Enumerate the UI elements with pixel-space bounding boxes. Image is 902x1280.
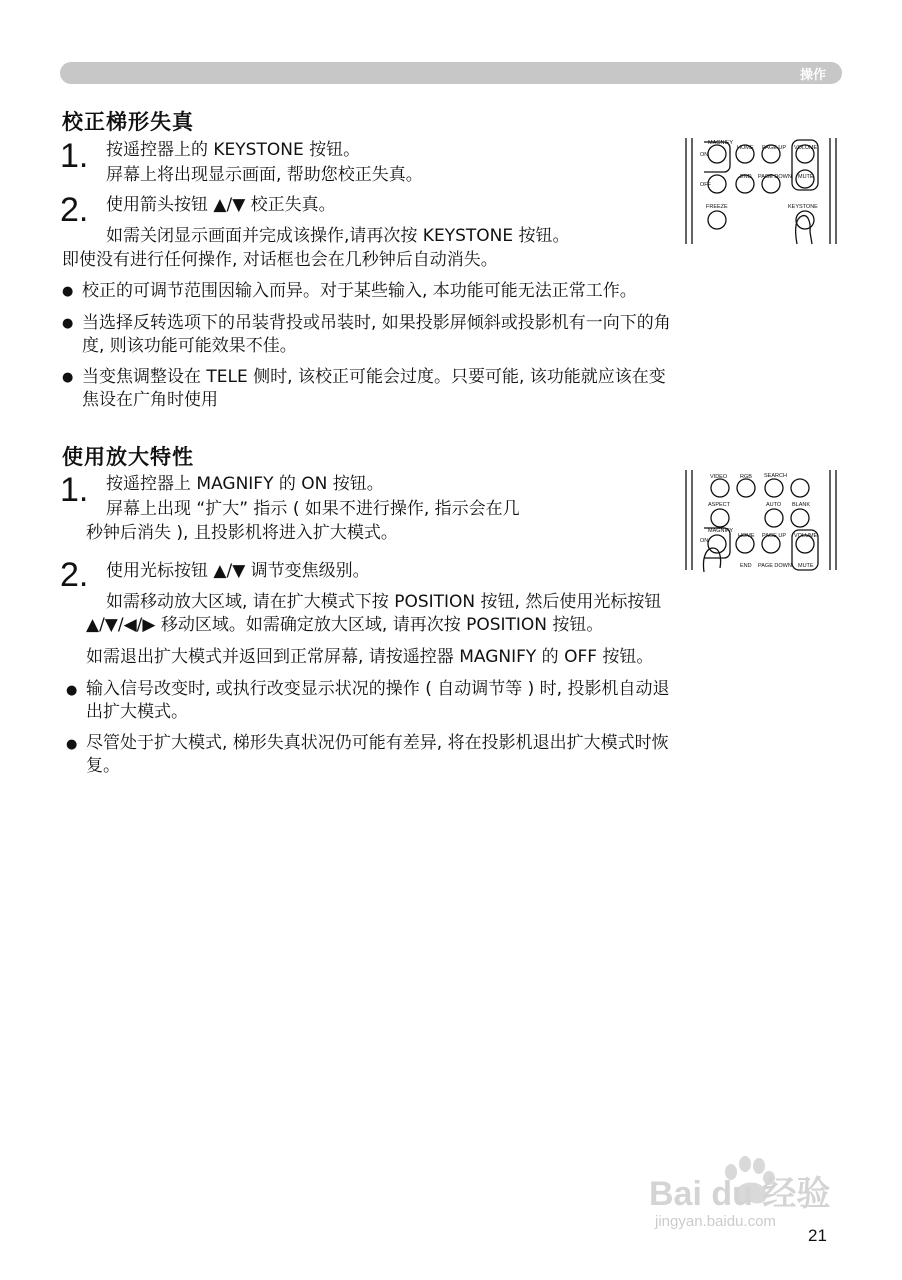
bullet-icon: ● — [62, 284, 74, 299]
page-number: 21 — [808, 1226, 827, 1245]
remote-label: PAGE UP — [762, 533, 787, 539]
remote-label: ON — [700, 152, 709, 158]
remote-label: RGB — [740, 474, 752, 480]
section-header-bar — [60, 62, 842, 84]
note-text: 复。 — [86, 756, 120, 776]
watermark-url: jingyan.baidu.com — [655, 1213, 776, 1230]
step-text: 按遥控器上的 KEYSTONE 按钮。 — [106, 140, 361, 160]
remote-label: VOLUME — [794, 533, 818, 539]
watermark-brand: Bai du 经验 — [649, 1175, 831, 1213]
remote-label: AUTO — [766, 502, 782, 508]
step-number: 1. — [60, 137, 89, 175]
step-text: 秒钟后消失 ), 且投影机将进入扩大模式。 — [86, 523, 398, 543]
note-text: 出扩大模式。 — [86, 702, 188, 722]
bullet-icon: ● — [66, 683, 78, 698]
step-text: ▲/▼/◀/▶ 移动区域。如需确定放大区域, 请再次按 POSITION 按钮。 — [86, 615, 604, 635]
remote-label: BLANK — [792, 502, 811, 508]
bullet-icon: ● — [62, 316, 74, 331]
note-text: 尽管处于扩大模式, 梯形失真状况仍可能有差异, 将在投影机退出扩大模式时恢 — [86, 733, 669, 753]
note-text: 输入信号改变时, 或执行改变显示状况的操作 ( 自动调节等 ) 时, 投影机自动退 — [86, 679, 670, 699]
baidu-paw-logo-icon — [645, 1150, 845, 1230]
remote-label: SEARCH — [764, 473, 787, 479]
step-number: 2. — [60, 556, 89, 594]
bullet-icon: ● — [62, 370, 74, 385]
remote-label: VIDEO — [710, 474, 728, 480]
note-text: 当变焦调整设在 TELE 侧时, 该校正可能会过度。只要可能, 该功能就应该在变 — [82, 367, 666, 387]
step-number: 1. — [60, 471, 89, 509]
remote-label: MUTE — [798, 174, 814, 180]
remote-label: END — [740, 563, 752, 569]
keystone-title: 校正梯形失真 — [62, 110, 194, 134]
remote-label: PAGE DOWN — [758, 563, 792, 569]
magnify-title: 使用放大特性 — [62, 445, 194, 469]
step-text: 按遥控器上 MAGNIFY 的 ON 按钮。 — [106, 474, 384, 494]
step-text: 使用光标按钮 ▲/▼ 调节变焦级别。 — [106, 561, 370, 581]
remote-label: PAGE UP — [762, 145, 787, 151]
note-text: 校正的可调节范围因输入而异。对于某些输入, 本功能可能无法正常工作。 — [82, 281, 637, 301]
remote-label: HOME — [737, 145, 754, 151]
baidu-watermark — [645, 1150, 845, 1230]
step-number: 2. — [60, 191, 89, 229]
step-text: 即使没有进行任何操作, 对话框也会在几秒钟后自动消失。 — [62, 250, 498, 270]
remote-label: ON — [700, 538, 709, 544]
note-text: 焦设在广角时使用 — [82, 390, 218, 410]
remote-label: HOME — [738, 533, 755, 539]
remote-label: FREEZE — [706, 204, 728, 210]
step-text: 屏幕上将出现显示画面, 帮助您校正失真。 — [106, 165, 423, 185]
remote-label: MAGNIFY — [708, 140, 734, 146]
remote-label: VOLUME — [794, 145, 818, 151]
section-header-label: 操作 — [799, 68, 826, 83]
remote-label: KEYSTONE — [788, 204, 818, 210]
step-text: 使用箭头按钮 ▲/▼ 校正失真。 — [106, 195, 336, 215]
remote-label: ASPECT — [708, 502, 731, 508]
step-text: 如需移动放大区域, 请在扩大模式下按 POSITION 按钮, 然后使用光标按钮 — [106, 592, 662, 612]
remote-magnify-illustration — [682, 468, 842, 572]
remote-label: OFF — [700, 182, 711, 188]
note-text: 当选择反转选项下的吊装背投或吊装时, 如果投影屏倾斜或投影机有一向下的角 — [82, 313, 671, 333]
remote-label: END — [740, 174, 752, 180]
remote-label: PAGE DOWN — [758, 174, 792, 180]
note-text: 度, 则该功能可能效果不佳。 — [82, 336, 297, 356]
step-text: 如需关闭显示画面并完成该操作,请再次按 KEYSTONE 按钮。 — [106, 226, 570, 246]
remote-keystone-illustration — [682, 136, 842, 246]
remote-label: MAGNIFY — [708, 528, 734, 534]
step-text: 屏幕上出现 “扩大” 指示 ( 如果不进行操作, 指示会在几 — [106, 499, 520, 519]
bullet-icon: ● — [66, 737, 78, 752]
remote-label: MUTE — [798, 563, 814, 569]
step-text: 如需退出扩大模式并返回到正常屏幕, 请按遥控器 MAGNIFY 的 OFF 按钮。 — [86, 647, 654, 667]
